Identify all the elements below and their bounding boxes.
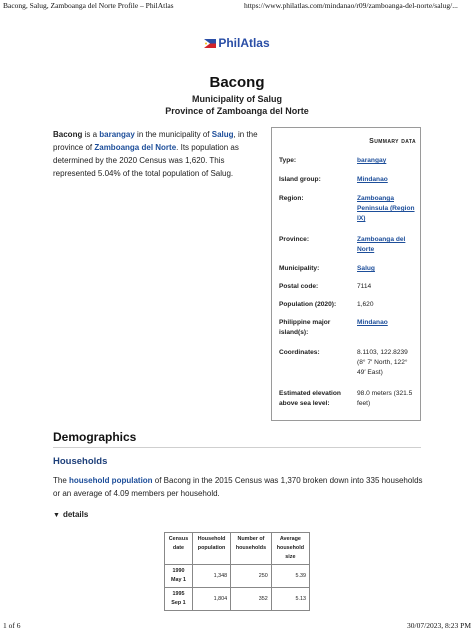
summary-label: Island group:: [279, 176, 321, 183]
households-paragraph: [53, 474, 423, 500]
col-census-date: Census date: [165, 533, 193, 565]
summary-value: 98.0 meters (321.5 feet): [357, 390, 413, 407]
cell-household-population: 1,804: [192, 588, 230, 611]
summary-heading: Summary data: [369, 138, 416, 145]
table-row: [165, 565, 310, 588]
page-subtitle-municipality: Municipality of Salug: [191, 94, 282, 104]
intro-text-3: , in the province of: [53, 130, 258, 152]
households-text-1: The: [53, 476, 70, 485]
print-footer: [0, 619, 474, 632]
cell-number-of-households: 352: [231, 588, 272, 611]
cell-household-population: 1,348: [192, 565, 230, 588]
col-average-household-size: Average household size: [271, 533, 309, 565]
cell-average-household-size: 5.39: [271, 565, 309, 588]
summary-data-box: [271, 127, 421, 421]
details-label: details: [62, 510, 89, 519]
intro-paragraph: [53, 128, 260, 180]
intro-text-1: is a: [82, 130, 100, 139]
summary-value-link[interactable]: Zamboanga del Norte: [357, 236, 406, 253]
details-toggle[interactable]: [53, 510, 88, 519]
summary-value-link[interactable]: Zamboanga Peninsula (Region IX): [357, 195, 415, 222]
summary-value-link[interactable]: barangay: [357, 157, 387, 164]
summary-value-link[interactable]: Mindanao: [357, 176, 388, 183]
print-header-url: https://www.philatlas.com/mindanao/r09/zamboanga-del-norte/salug/...: [244, 1, 458, 10]
cell-number-of-households: 250: [231, 565, 272, 588]
households-text-2: of Bacong in the 2015 Census was 1,370 broken down into 335 households or an average of 4.09 members per household.: [53, 476, 423, 498]
cell-census-date: 1995 Sep 1: [165, 588, 193, 611]
household-population-link[interactable]: household population: [69, 476, 153, 485]
col-number-of-households: Number of households: [231, 533, 272, 565]
page-title-block: [0, 74, 474, 116]
cell-census-date: 1990 May 1: [165, 565, 193, 588]
print-header-title: Bacong, Salug, Zamboanga del Norte Profile – PhilAtlas: [3, 1, 174, 10]
summary-label: Population (2020):: [279, 301, 337, 308]
site-logo[interactable]: [0, 36, 474, 50]
print-footer-page: 1 of 6: [3, 621, 21, 630]
barangay-link[interactable]: barangay: [99, 130, 135, 139]
col-household-population: Household population: [192, 533, 230, 565]
print-footer-datetime: 30/07/2023, 8:23 PM: [407, 621, 471, 630]
print-header: [0, 0, 474, 12]
demographics-heading: Demographics: [53, 430, 421, 448]
table-header-row: [165, 533, 310, 565]
province-link[interactable]: Zamboanga del Norte: [94, 143, 177, 152]
philippine-flag-icon: [204, 39, 216, 48]
summary-value-link[interactable]: Mindanao: [357, 319, 388, 326]
triangle-down-icon: ▼: [53, 512, 60, 519]
intro-name: Bacong: [53, 130, 83, 139]
households-heading: Households: [53, 456, 108, 467]
page-title: Bacong: [209, 74, 265, 91]
summary-value: 7114: [357, 283, 372, 290]
summary-label: Philippine major island(s):: [279, 319, 331, 336]
summary-value-link[interactable]: Salug: [357, 265, 375, 272]
summary-label: Postal code:: [279, 283, 319, 290]
site-logo-text: PhilAtlas: [218, 36, 270, 50]
table-row: [165, 588, 310, 611]
summary-label: Region:: [279, 195, 304, 202]
intro-text-2: in the municipality of: [134, 130, 212, 139]
summary-label: Province:: [279, 236, 310, 243]
intro-text-4: . Its population as determined by the 2020 Census was 1,620. This represented 5.04% of the total population of Salug.: [53, 143, 239, 178]
summary-label: Estimated elevation above sea level:: [279, 390, 341, 407]
summary-value: 8.1103, 122.8239 (8° 7′ North, 122° 49′ East): [357, 349, 408, 376]
summary-label: Type:: [279, 157, 297, 164]
municipality-link[interactable]: Salug: [211, 130, 234, 139]
cell-average-household-size: 5.13: [271, 588, 309, 611]
summary-label: Coordinates:: [279, 349, 320, 356]
summary-value: 1,620: [357, 301, 374, 308]
summary-label: Municipality:: [279, 265, 320, 272]
households-table: [164, 532, 310, 611]
page-subtitle-province: Province of Zamboanga del Norte: [165, 106, 309, 116]
